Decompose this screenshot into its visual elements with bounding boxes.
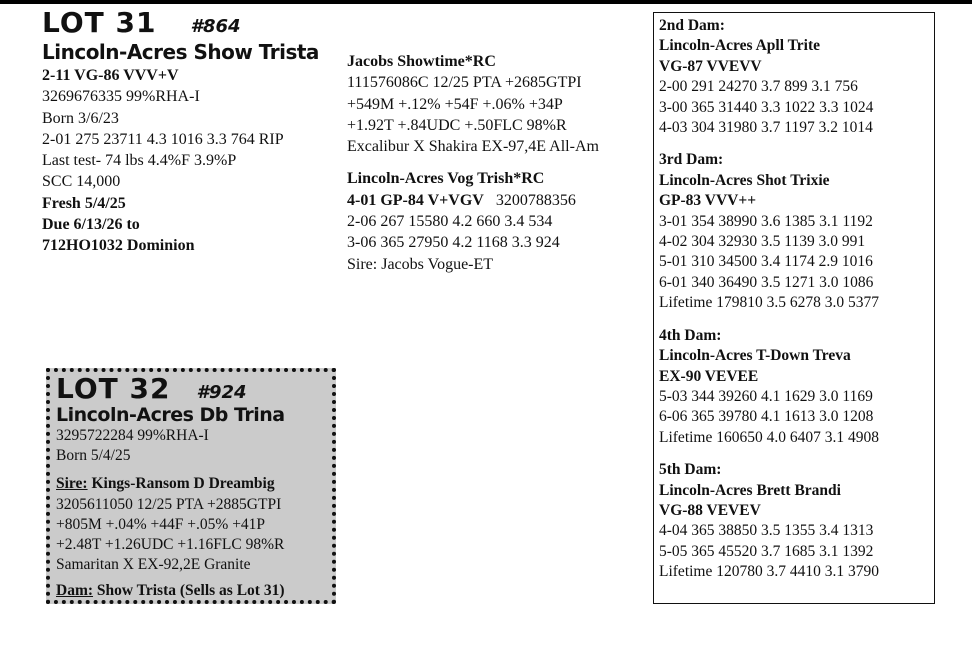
lot32-dam-text: Show Trista (Sells as Lot 31): [93, 582, 285, 600]
dam-record-line: 5-05 365 45520 3.7 1685 3.1 1392: [659, 542, 874, 560]
dam-record-line: 2-00 291 24270 3.7 899 3.1 756: [659, 78, 858, 96]
lot32-detail-line: Born 5/4/25: [56, 447, 131, 465]
dam-entry-classification: EX-90 VEVEE: [659, 367, 759, 385]
dam-heading: 2nd Dam:: [659, 17, 725, 34]
dam-entry: [659, 326, 934, 448]
spacer: [659, 448, 934, 460]
dam-record-line: 5-03 344 39260 4.1 1629 3.0 1169: [659, 387, 873, 405]
dam-classification: 4-01 GP-84 V+VGV: [347, 191, 484, 209]
lot31-details: [42, 65, 319, 257]
dam-reg-number: 3200788356: [495, 191, 576, 209]
lot32-detail-line: 3295722284 99%RHA-I: [56, 427, 209, 444]
dam-entry: [659, 460, 934, 582]
lot31-detail-line: 2-01 275 23711 4.3 1016 3.3 764 RIP: [42, 130, 284, 148]
lot32-sire-line: +805M +.04% +44F +.05% +41P: [56, 515, 266, 533]
lot32-sire-details: [56, 495, 285, 576]
lot32-sire-label: Sire:: [56, 475, 88, 493]
sire-details: [347, 72, 599, 157]
lot31-label: LOT 31: [42, 6, 157, 39]
dam-record-line: 4-02 304 32930 3.5 1139 3.0 991: [659, 233, 866, 251]
dam-entry: [659, 16, 934, 138]
top-rule: [0, 0, 972, 4]
dam-detail-line: Sire: Jacobs Vogue-ET: [347, 255, 494, 273]
lot31-detail-line: Born 3/6/23: [42, 109, 119, 127]
lot31-cow-name: Lincoln-Acres Show Trista: [42, 40, 319, 64]
dam-entry-classification: GP-83 VVV++: [659, 192, 757, 210]
dam-record-line: Lifetime 120780 3.7 4410 3.1 3790: [659, 563, 879, 581]
lot31-detail-line: Due 6/13/26 to: [42, 216, 140, 234]
spacer: [659, 138, 934, 150]
dam-detail-line: 2-06 267 15580 4.2 660 3.4 534: [347, 213, 553, 231]
dam-entry-name: Lincoln-Acres Brett Brandi: [659, 481, 841, 499]
sire-detail-line: Excalibur X Shakira EX-97,4E All-Am: [347, 138, 599, 156]
lot31-detail-line: 3269676335 99%RHA-I: [42, 88, 200, 106]
dam-name: Lincoln-Acres Vog Trish*RC: [347, 170, 545, 188]
lot32-box: [46, 368, 336, 604]
lot32-label: LOT 32: [56, 372, 171, 405]
sire-detail-line: 111576086C 12/25 PTA +2685GTPI: [347, 74, 582, 92]
dam-entry-name: Lincoln-Acres Apll Trite: [659, 37, 821, 55]
lot31-detail-line: Last test- 74 lbs 4.4%F 3.9%P: [42, 152, 237, 170]
lot32-sire-line: +2.48T +1.26UDC +1.16FLC 98%R: [56, 536, 285, 554]
lot31-section: [42, 8, 319, 257]
dams-list: [659, 16, 934, 583]
dam-record-line: Lifetime 160650 4.0 6407 3.1 4908: [659, 428, 879, 446]
dam-heading: 5th Dam:: [659, 461, 722, 479]
pedigree-column: [347, 51, 599, 275]
dam-entry-name: Lincoln-Acres T-Down Treva: [659, 347, 851, 365]
dam-record-line: 6-06 365 39780 4.1 1613 3.0 1208: [659, 408, 874, 426]
lot31-detail-line: SCC 14,000: [42, 173, 121, 191]
dam-record-line: 4-04 365 38850 3.5 1355 3.4 1313: [659, 522, 874, 540]
dam-record-line: 5-01 310 34500 3.4 1174 2.9 1016: [659, 253, 873, 271]
lot32-details: [56, 426, 285, 466]
spacer: [659, 314, 934, 326]
dam-entry-classification: VG-87 VVEVV: [659, 57, 762, 75]
dam-detail-line: 3-06 365 27950 4.2 1168 3.3 924: [347, 234, 560, 252]
lot32-sire-line: 3205611050 12/25 PTA +2885GTPI: [56, 495, 282, 513]
sire-detail-line: +1.92T +.84UDC +.50FLC 98%R: [347, 116, 567, 134]
dam-record-line: 3-01 354 38990 3.6 1385 3.1 1192: [659, 212, 873, 230]
dam-entry-classification: VG-88 VEVEV: [659, 501, 761, 519]
lot32-dam-label: Dam:: [56, 582, 94, 600]
lot31-detail-line: Fresh 5/4/25: [42, 194, 126, 212]
dam-entry-name: Lincoln-Acres Shot Trixie: [659, 171, 830, 189]
sire-name: Jacobs Showtime*RC: [347, 53, 496, 70]
sire-detail-line: +549M +.12% +54F +.06% +34P: [347, 95, 563, 113]
dam-heading: 4th Dam:: [659, 326, 722, 344]
dam-record-line: Lifetime 179810 3.5 6278 3.0 5377: [659, 294, 879, 312]
dam-heading: 3rd Dam:: [659, 151, 724, 169]
dam-record-line: 3-00 365 31440 3.3 1022 3.3 1024: [659, 98, 874, 116]
lot32-sire-name: Kings-Ransom D Dreambig: [87, 475, 275, 493]
lot31-detail-line: 712HO1032 Dominion: [42, 237, 195, 255]
dam-entry: [659, 150, 934, 313]
lot32-catalog-number: #924: [196, 382, 247, 403]
extended-pedigree-panel: [653, 12, 935, 604]
lot32-cow-name: Lincoln-Acres Db Trina: [56, 404, 285, 426]
lot31-catalog-number: #864: [190, 16, 241, 37]
lot32-sire-line: Samaritan X EX-92,2E Granite: [56, 556, 251, 574]
dam-record-line: 4-03 304 31980 3.7 1197 3.2 1014: [659, 119, 873, 137]
dam-details: [347, 211, 599, 275]
lot31-detail-line: 2-11 VG-86 VVV+V: [42, 67, 179, 84]
dam-record-line: 6-01 340 36490 3.5 1271 3.0 1086: [659, 273, 874, 291]
